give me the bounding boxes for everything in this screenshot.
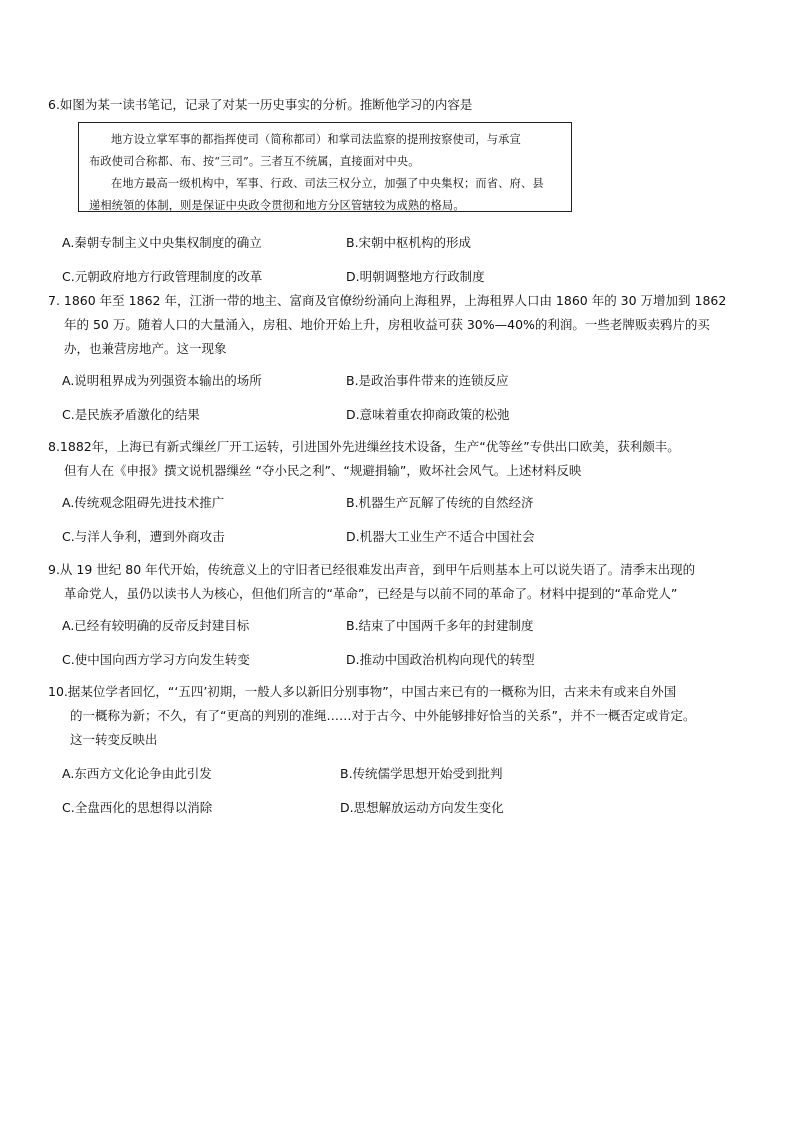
reading-note-box bbox=[78, 122, 572, 212]
note-line-2: 布政使司合称都、布、按“三司”。三者互不统属，直接面对中央。 bbox=[89, 155, 420, 168]
question-8-option-d[interactable]: D.机器大工业生产不适合中国社会 bbox=[346, 529, 535, 544]
question-9-option-d[interactable]: D.推动中国政治机构向现代的转型 bbox=[346, 652, 535, 667]
question-7-stem-line-2: 年的 50 万。随着人口的大量涌入，房租、地价开始上升，房租收益可获 30%—40%的利润。一些老牌贩卖鸦片的买 bbox=[64, 317, 710, 332]
note-line-1: 地方设立掌军事的都指挥使司（简称都司）和掌司法监察的提刑按察使司，与承宣 bbox=[111, 133, 521, 146]
question-10-stem-line-3: 这一转变反映出 bbox=[70, 732, 158, 747]
question-10-option-a[interactable]: A.东西方文化论争由此引发 bbox=[62, 766, 212, 781]
question-6-stem-line-1: 6.如图为某一读书笔记，记录了对某一历史事实的分析。推断他学习的内容是 bbox=[48, 97, 473, 112]
question-10-stem-line-2: 的一概称为新；不久，有了“更高的判别的准绳……对于古今、中外能够排好恰当的关系”，并不一概否定或肯定。 bbox=[70, 708, 696, 723]
question-6-option-a[interactable]: A.秦朝专制主义中央集权制度的确立 bbox=[62, 235, 262, 250]
question-7-option-a[interactable]: A.说明租界成为列强资本输出的场所 bbox=[62, 373, 262, 388]
note-line-4: 递相统領的体制，则是保证中央政令贯彻和地方分区管辖较为成熟的格局。 bbox=[89, 199, 465, 212]
question-7-stem-line-3: 办，也兼营房地产。这一现象 bbox=[64, 341, 227, 356]
question-7-option-b[interactable]: B.是政治事件带来的连锁反应 bbox=[346, 373, 509, 388]
question-7-option-c[interactable]: C.是民族矛盾激化的结果 bbox=[62, 407, 200, 422]
question-8-option-a[interactable]: A.传统观念阻碍先进技术推广 bbox=[62, 495, 225, 510]
question-8-option-c[interactable]: C.与洋人争利，遭到外商攻击 bbox=[62, 529, 225, 544]
question-10-option-c[interactable]: C.全盘西化的思想得以消除 bbox=[62, 800, 213, 815]
question-7-option-d[interactable]: D.意味着重农抑商政策的松弛 bbox=[346, 407, 510, 422]
note-line-3: 在地方最高一级机构中，军事、行政、司法三权分立，加强了中央集权；而省、府、县 bbox=[111, 177, 544, 190]
question-7-stem-line-1: 7. 1860 年至 1862 年，江浙一带的地主、富商及官僚纷纷涌向上海租界，上海租界人口由 1860 年的 30 万增加到 1862 bbox=[48, 293, 727, 308]
question-10-option-b[interactable]: B.传统儒学思想开始受到批判 bbox=[340, 766, 503, 781]
question-8-option-b[interactable]: B.机器生产瓦解了传统的自然经济 bbox=[346, 495, 534, 510]
question-9-stem-line-2: 革命党人，虽仍以读书人为核心，但他们所言的“革命”，已经是与以前不同的革命了。材料中提到的“革命党人” bbox=[64, 586, 678, 601]
question-10-stem-line-1: 10.据某位学者回忆，“‘五四’初期，一般人多以新旧分别事物”，中国古来已有的一概称为旧，古来未有或来自外国 bbox=[48, 684, 677, 699]
question-9-stem-line-1: 9.从 19 世纪 80 年代开始，传统意义上的守旧者已经很难发出声音，到甲午后则基本上可以说失语了。清季末出现的 bbox=[48, 562, 696, 577]
question-9-option-c[interactable]: C.使中国向西方学习方向发生转变 bbox=[62, 652, 250, 667]
question-8-stem-line-2: 但有人在《申报》撰文说机器缫丝 “夺小民之利”、“规避捐输”，败坏社会风气。上述材料反映 bbox=[64, 463, 582, 478]
question-6-option-d[interactable]: D.明朝调整地方行政制度 bbox=[346, 269, 485, 284]
question-6-option-c[interactable]: C.元朝政府地方行政管理制度的改革 bbox=[62, 269, 263, 284]
question-9-option-a[interactable]: A.已经有较明确的反帝反封建目标 bbox=[62, 618, 250, 633]
question-8-stem-line-1: 8.1882年，上海已有新式缫丝厂开工运转，引进国外先进缫丝技术设备，生产“优等丝”专供出口欧美，获利颇丰。 bbox=[48, 439, 680, 454]
question-10-option-d[interactable]: D.思想解放运动方向发生变化 bbox=[340, 800, 504, 815]
question-6-option-b[interactable]: B.宋朝中枢机构的形成 bbox=[346, 235, 472, 250]
question-9-option-b[interactable]: B.结束了中国两千多年的封建制度 bbox=[346, 618, 534, 633]
